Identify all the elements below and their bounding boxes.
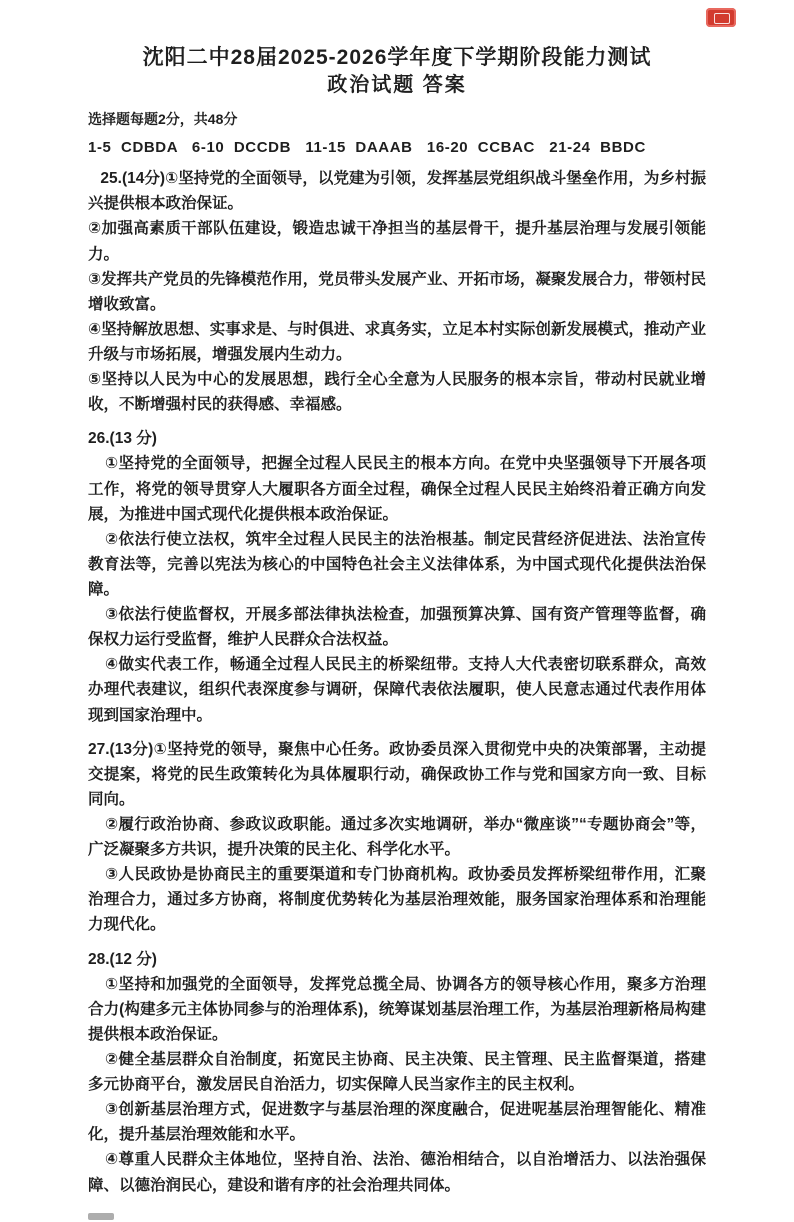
q28-point-1: ①坚持和加强党的全面领导，发挥党总揽全局、协调各方的领导核心作用，聚多方治理合力(构建多元主体协同参与的治理体系)，统筹谋划基层治理工作，为基层治理新格局构建提供根本政治保证。 <box>88 975 706 1043</box>
q28-point-2: ②健全基层群众自治制度，拓宽民主协商、民主决策、民主管理、民主监督渠道，搭建多元协商平台，激发居民自治活力，切实保障人民当家作主的民主权利。 <box>88 1050 706 1094</box>
q25-point-5: ⑤坚持以人民为中心的发展思想，践行全心全意为人民服务的根本宗旨，带动村民就业增收，不断增强村民的获得感、幸福感。 <box>88 371 706 414</box>
q28-point-4: ④尊重人民群众主体地位，坚持自治、法治、德治相结合，以自治增活力、以法治强保障、以德治润民心，建设和谐有序的社会治理共同体。 <box>88 1151 706 1194</box>
q26-point-2: ②依法行使立法权，筑牢全过程人民民主的法治根基。制定民营经济促进法、法治宣传教育法等，完善以宪法为核心的中国特色社会主义法律体系，为中国式现代化提供法治保障。 <box>88 530 706 598</box>
scan-artifact <box>88 1213 114 1220</box>
q28-point-3: ③创新基层治理方式，促进数字与基层治理的深度融合，促进呢基层治理智能化、精准化，提升基层治理效能和水平。 <box>88 1101 706 1144</box>
document-subtitle: 政治试题 答案 <box>327 74 467 97</box>
q27-point-1: 27.(13分)①坚持党的领导，聚焦中心任务。政协委员深入贯彻党中央的决策部署，主动提交提案，将党的民生政策转化为具体履职行动，确保政协工作与党和国家方向一致、目标同向。 <box>88 740 706 808</box>
q26-point-3: ③依法行使监督权，开展多部法律执法检查，加强预算决算、国有资产管理等监督，确保权力运行受监督，维护人民群众合法权益。 <box>88 606 706 649</box>
document-title: 沈阳二中28届2025-2026学年度下学期阶段能力测试 <box>142 46 652 69</box>
q25-point-4: ④坚持解放思想、实事求是、与时俱进、求真务实，立足本村实际创新发展模式，推动产业升级与市场拓展，增强发展内生动力。 <box>88 320 706 363</box>
q26-heading: 26.(13 分) <box>88 430 157 448</box>
q25-point-1: 25.(14分)①坚持党的全面领导，以党建为引领，发挥基层党组织战斗堡垒作用，为乡村振兴提供根本政治保证。 <box>88 170 706 213</box>
red-stamp-icon <box>706 8 736 27</box>
multiple-choice-answers: 1-5 CDBDA 6-10 DCCDB 11-15 DAAAB 16-20 CCBAC 21-24 BBDC <box>88 138 646 156</box>
q26-point-1: ①坚持党的全面领导，把握全过程人民民主的根本方向。在党中央坚强领导下开展各项工作，将党的领导贯穿人大履职各方面全过程，确保全过程人民民主始终沿着正确方向发展，为推进中国式现代化提供根本政治保证。 <box>88 455 706 523</box>
q26-point-4: ④做实代表工作，畅通全过程人民民主的桥梁纽带。支持人大代表密切联系群众，高效办理代表建议，组织代表深度参与调研，保障代表依法履职，使人民意志通过代表作用体现到国家治理中。 <box>88 656 706 724</box>
q27-point-2: ②履行政治协商、参政议政职能。通过多次实地调研，举办“微座谈”“专题协商会”等，广泛凝聚多方共识，提升决策的民主化、科学化水平。 <box>88 815 706 859</box>
q27-point-3: ③人民政协是协商民主的重要渠道和专门协商机构。政协委员发挥桥梁纽带作用，汇聚治理合力，通过多方协商，将制度优势转化为基层治理效能，服务国家治理体系和治理能力现代化。 <box>88 866 706 934</box>
q28-heading: 28.(12 分) <box>88 950 157 968</box>
q25-point-2: ②加强高素质干部队伍建设，锻造忠诚干净担当的基层骨干，提升基层治理与发展引领能力。 <box>88 220 706 263</box>
q25-point-3: ③发挥共产党员的先锋模范作用，党员带头发展产业、开拓市场，凝聚发展合力，带领村民增收致富。 <box>88 270 706 313</box>
scoring-note: 选择题每题2分，共48分 <box>88 111 238 128</box>
